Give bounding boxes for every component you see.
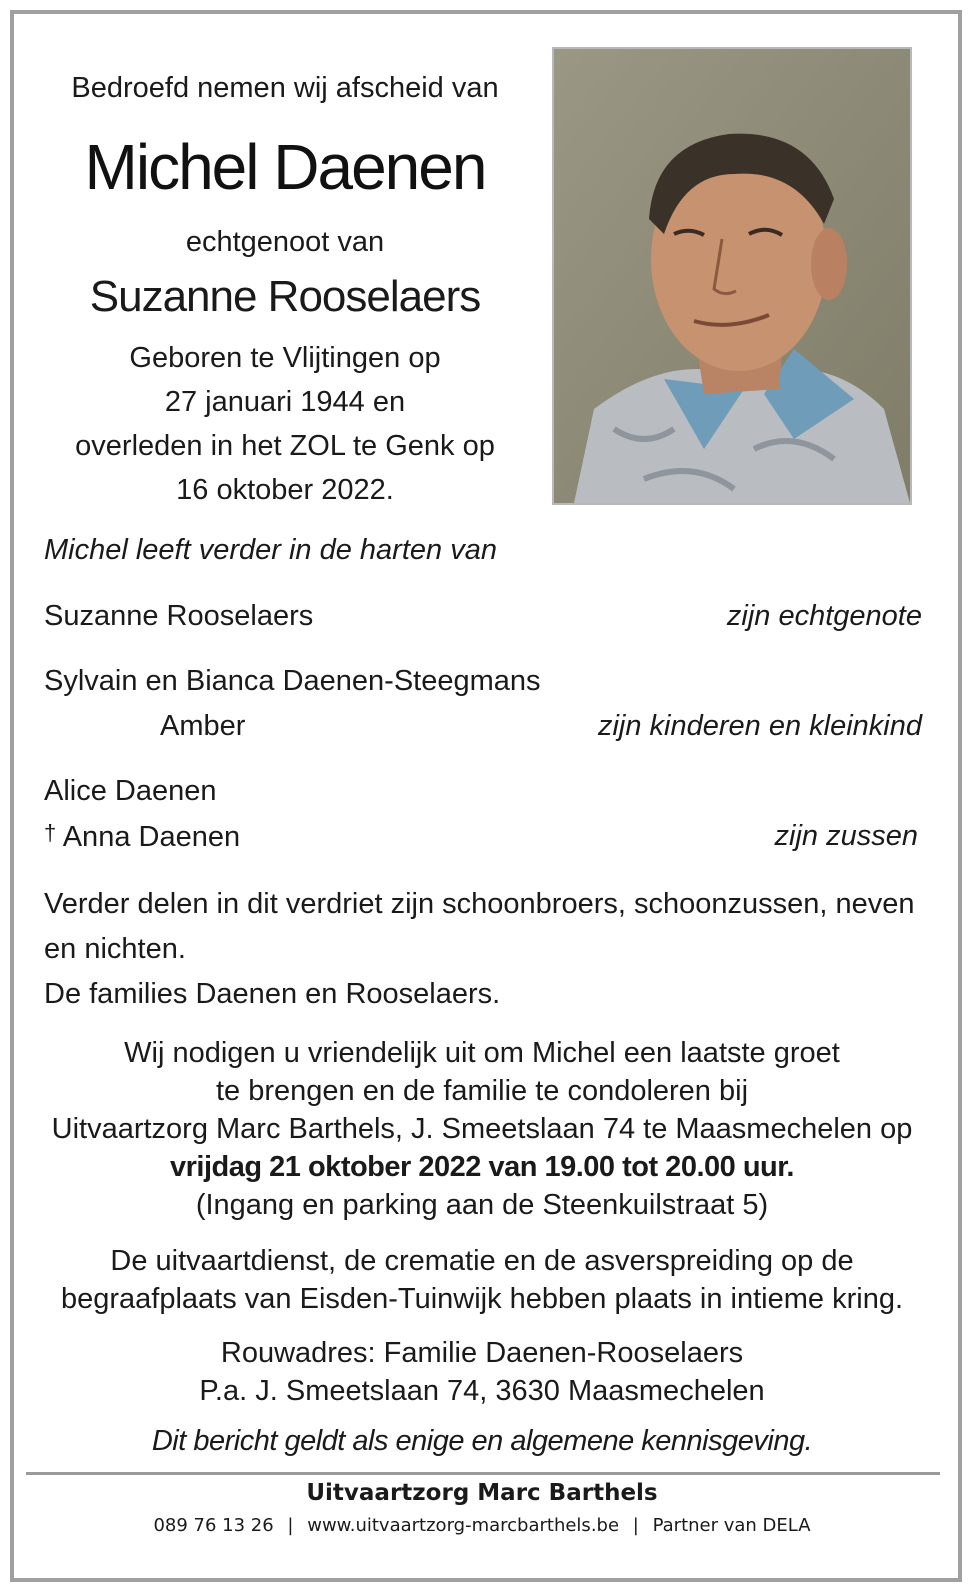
text-line: Verder delen in dit verdriet zijn schoonbroers, schoonzussen, neven	[44, 888, 915, 920]
family-member-name: Anna Daenen	[62, 821, 241, 853]
born-line: 27 januari 1944 en	[164, 386, 406, 418]
born-line: Geboren te Vlijtingen op	[129, 342, 441, 374]
text-line: begraafplaats van Eisden-Tuinwijk hebben plaats in intieme kring.	[60, 1283, 904, 1315]
grandchild-name: Amber	[160, 710, 246, 742]
separator: |	[632, 1515, 639, 1536]
separator: |	[287, 1515, 294, 1536]
family-row-children	[44, 665, 922, 705]
family-relation: zijn zussen	[774, 820, 918, 852]
text-line: Rouwadres: Familie Daenen-Rooselaers	[220, 1337, 744, 1369]
text-line: te brengen en de familie te condoleren bij	[215, 1075, 749, 1107]
spouse-name: Suzanne Rooselaers	[89, 272, 481, 321]
partner-text: Partner van DELA	[652, 1515, 811, 1536]
family-row-spouse	[44, 600, 922, 640]
notice-text: Dit bericht geldt als enige en algemene kennisgeving.	[151, 1425, 813, 1457]
ceremony-block	[30, 1242, 934, 1318]
family-row-grandchild	[44, 710, 922, 750]
invitation-block	[30, 1034, 934, 1224]
family-row-sister-2	[44, 820, 922, 860]
portrait-illustration	[554, 49, 910, 503]
families-text: De families Daenen en Rooselaers.	[44, 978, 501, 1010]
address-block	[30, 1334, 934, 1410]
intro-text: Bedroefd nemen wij afscheid van	[71, 72, 499, 104]
family-row-sister-1	[44, 775, 922, 815]
text-line: P.a. J. Smeetslaan 74, 3630 Maasmechelen	[199, 1375, 765, 1407]
lives-on-text: Michel leeft verder in de harten van	[44, 534, 497, 566]
family-relation: zijn echtgenote	[726, 600, 922, 632]
funeral-home-name: Uitvaartzorg Marc Barthels	[306, 1480, 658, 1506]
text-line: De uitvaartdienst, de crematie en de asverspreiding op de	[110, 1245, 854, 1277]
portrait-photo	[552, 47, 912, 505]
family-relation: zijn kinderen en kleinkind	[597, 710, 922, 742]
entrance-note: (Ingang en parking aan de Steenkuilstraat 5)	[195, 1189, 769, 1221]
footer-divider	[26, 1472, 940, 1475]
text-line: Uitvaartzorg Marc Barthels, J. Smeetslaan 74 te Maasmechelen op	[51, 1113, 913, 1145]
family-member-deceased	[44, 820, 240, 854]
deceased-name: Michel Daenen	[84, 131, 486, 203]
birth-death-info	[40, 336, 530, 512]
born-line: 16 oktober 2022.	[176, 474, 394, 506]
funeral-home-contact	[20, 1515, 944, 1536]
text-line: en nichten.	[44, 933, 186, 965]
website-link[interactable]: www.uitvaartzorg-marcbarthels.be	[307, 1515, 620, 1536]
born-line: overleden in het ZOL te Genk op	[75, 430, 495, 462]
visitation-datetime: vrijdag 21 oktober 2022 van 19.00 tot 20.00 uur.	[170, 1151, 794, 1183]
phone-number: 089 76 13 26	[153, 1515, 274, 1536]
cross-symbol: †	[44, 820, 57, 845]
family-member-name: Suzanne Rooselaers	[44, 600, 314, 632]
spouse-label: echtgenoot van	[185, 226, 385, 258]
text-line: Wij nodigen u vriendelijk uit om Michel een laatste groet	[124, 1037, 840, 1069]
family-member-name: Alice Daenen	[44, 775, 217, 807]
family-member-name: Sylvain en Bianca Daenen-Steegmans	[44, 665, 541, 697]
share-grief-text	[44, 882, 934, 1017]
